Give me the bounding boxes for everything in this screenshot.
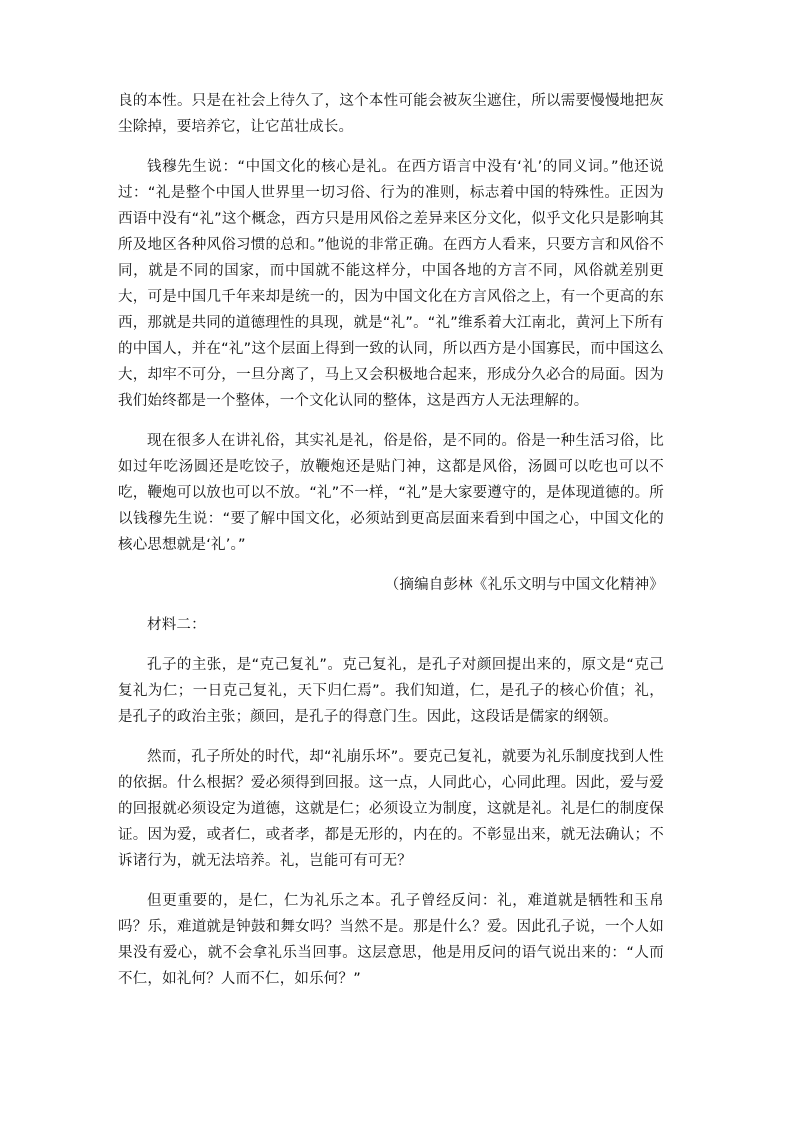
paragraph-continuation: 良的本性。只是在社会上待久了，这个本性可能会被灰尘遮住，所以需要慢慢地把灰尘除掉，要培养它，让它茁壮成长。 xyxy=(118,93,664,135)
paragraph-ritual-basis: 然而，孔子所处的时代，却“礼崩乐坏”。要克己复礼，就要为礼乐制度找到人性的依据。什么根据？爱必须得到回报。这一点，人同此心，心同此理。因此，爱与爱的回报就必须设定为道德，这就是仁；必须设立为制度，这就是礼。礼是仁的制度保证。因为爱，或者仁，或者孝，都是无形的，内在的。不彰显出来，就无法确认；不诉诸行为，就无法培养。礼，岂能可有可无？ xyxy=(118,749,664,869)
source-citation: （摘编自彭林《礼乐文明与中国文化精神》 xyxy=(384,577,664,593)
paragraph-qian-mu-quote: 钱穆先生说：“中国文化的核心是礼。在西方语言中没有‘礼’的同义词。”他还说过：“礼是整个中国人世界里一切习俗、行为的准则，标志着中国的特殊性。正因为西语中没有“礼”这个概念，西方只是用风俗之差异来区分文化，似乎文化只是影响其所及地区各种风俗习惯的总和。”他说的非常正确。在西方人看来，只要方言和风俗不同，就是不同的国家，而中国就不能这样分，中国各地的方言不同，风俗就差别更大，可是中国几千年来却是统一的，因为中国文化在方言风俗之上，有一个更高的东西，那就是共同的道德理性的具现，就是“礼”。“礼”维系着大江南北，黄河上下所有的中国人，并在“礼”这个层面上得到一致的认同，所以西方是小国寡民，而中国这么大，却牢不可分，一旦分离了，马上又会积极地合起来，形成分久必合的局面。因为我们始终都是一个整体，一个文化认同的整体，这是西方人无法理解的。 xyxy=(118,159,664,409)
material-two-heading: 材料二： xyxy=(147,617,206,633)
paragraph-li-and-custom: 现在很多人在讲礼俗，其实礼是礼，俗是俗，是不同的。俗是一种生活习俗，比如过年吃汤圆还是吃饺子，放鞭炮还是贴门神，这都是风俗，汤圆可以吃也可以不吃，鞭炮可以放也可以不放。“礼”不一样，“礼”是大家要遵守的，是体现道德的。所以钱穆先生说：“要了解中国文化，必须站到更高层面来看到中国之心，中国文化的核心思想就是‘礼’。” xyxy=(118,433,664,553)
document-body xyxy=(118,88,664,1006)
paragraph-confucius-claim: 孔子的主张，是“克己复礼”。克己复礼，是孔子对颜回提出来的，原文是“克己复礼为仁；一日克己复礼，天下归仁焉”。我们知道，仁，是孔子的核心价值；礼，是孔子的政治主张；颜回，是孔子的得意门生。因此，这段话是儒家的纲领。 xyxy=(118,657,664,725)
paragraph-benevolence-root: 但更重要的，是仁，仁为礼乐之本。孔子曾经反问：礼，难道就是牺牲和玉帛吗？乐，难道就是钟鼓和舞女吗？当然不是。那是什么？爱。因此孔子说，一个人如果没有爱心，就不会拿礼乐当回事。这层意思，他是用反问的语气说出来的：“人而不仁，如礼何？人而不仁，如乐何？” xyxy=(118,893,664,987)
